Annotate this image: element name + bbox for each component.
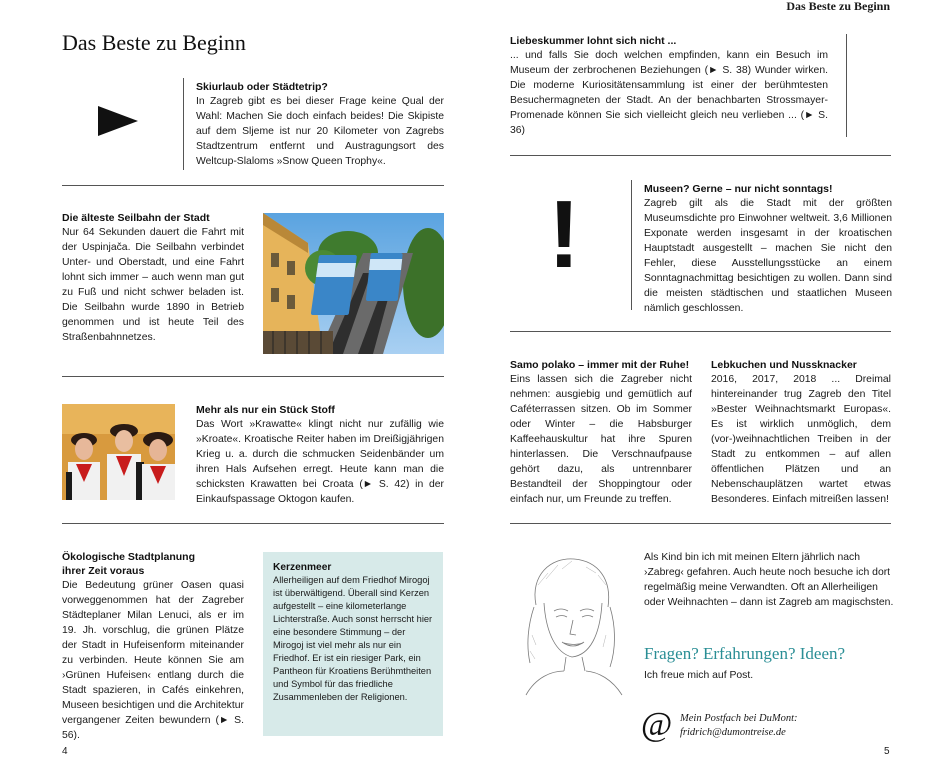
soldiers-photo [62,404,175,500]
item-heading: Museen? Gerne – nur nicht sonntags! [644,183,833,195]
funicular-photo [263,213,444,354]
box-text: Allerheiligen auf dem Friedhof Mirogoj ist überwältigend. Überall sind Kerzen aufgestellt – eine kilometerlange Lichterstraße. Auch sonst herrscht hier eine besondere Stimmung – der Mirogoj ist viel mehr als nur ein Friedhof. Er ist ein riesiger Park, ein Pantheon für Kroatiens Berühmtheiten und Symbol für das friedliche Zusammenleben der Religionen. [273,575,433,702]
author-text: Als Kind bin ich mit meinen Eltern jährlich nach ›Zabreg‹ gefahren. Auch heute noch besuche ich dort regelmäßig meine Verwandten. Oft an Allerheiligen oder Weihnachten – dann ist Zagreb am magischsten. [644,552,894,608]
item-heading: Skiurlaub oder Städtetrip? [196,81,328,93]
mail-address-link[interactable]: fridrich@dumontreise.de [680,727,786,738]
author-portrait [506,545,634,703]
page-number-right: 5 [884,746,890,757]
page-number-left: 4 [62,746,68,757]
section-divider [510,155,891,156]
item-heading: Lebkuchen und Nussknacker [711,359,857,371]
section-divider [62,185,444,186]
section-divider [62,376,444,377]
item-text: ... und falls Sie doch welchen empfinden, kann ein Besuch im Museum der zerbrochenen Beziehungen (► S. 38) Wunder wirken. Die moderne Kuriositätensammlung ist einer der berühmtesten Besuchermagneten der Stadt. An der benachbarten Strossmayer-Promenade können Sie sich vielleicht gleich neu verlieben ... (► S. 36) [510,50,828,136]
box-heading: Kerzenmeer [273,562,332,573]
item-text: In Zagreb gibt es bei dieser Frage keine Qual der Wahl: Machen Sie doch einfach beides! Die Skipiste auf dem Sljeme ist nur 20 Kilometer von Zagrebs Stadtzentrum entfernt und Austragungsort des Weltcup-Slaloms »Snow Queen Trophy«. [196,96,444,167]
item-text: Eins lassen sich die Zagreber nicht nehmen: ausgiebig und gemütlich auf Caféterrassen sitzen. Ob im Sommer oder Winter – die Habsburger Kaffeehauskultur hat ihre Spuren hinterlassen. Die Verschnaufpause gehört dazu, als untrennbarer Bestandteil der Shoppingtour oder einfach nur, um Freunde zu treffen. [510,374,692,505]
cta-heading: Fragen? Erfahrungen? Ideen? [644,644,846,663]
item-heading: Ökologische Stadtplanung ihrer Zeit voraus [62,551,196,577]
exclamation-icon: ! [548,181,580,288]
section-divider [62,523,444,524]
item-heading: Liebeskummer lohnt sich nicht ... [510,35,677,47]
item-text: Nur 64 Sekunden dauert die Fahrt mit der Uspinjača. Die Seilbahn verbindet Unter- und Oberstadt, und eine Fahrt lohnt sich immer – auch wenn man gut zu Fuß und nicht schwer beladen ist. Die Seilbahn wurde 1890 in Betrieb genommen und ist heute Teil des Straßenbahnnetzes. [62,227,244,343]
at-icon: @ [641,706,673,743]
item-text: Zagreb gilt als die Stadt mit der größten Museumsdichte pro Einwohner weltweit. 3,6 Millionen Exponate werden insgesamt in der kroatischen Hauptstadt ausgestellt – machen Sie nicht den Fehler, diese Ausstellungsstücke an einem Sonntagnachmittag besichtigen zu wollen. Dann sind die meisten städtischen und staatlichen Museen nämlich geschlossen. [644,198,892,314]
item-text: 2016, 2017, 2018 ... Dreimal hintereinander trug Zagreb den Titel »Bester Weihnachtsmarkt Europas«. Es ist wirklich unmöglich, dem (vor-)weihnachtlichen Treiben in der Stadt zu entkommen – auf allen öffentlichen Plätzen und an Nebenschauplätzen wartet etwas Besonderes. Einfach mitreißen lassen! [711,374,891,505]
mail-label: Mein Postfach bei DuMont: [680,713,798,724]
play-icon [98,106,140,136]
item-heading: Mehr als nur ein Stück Stoff [196,404,335,416]
item-text: Die Bedeutung grüner Oasen quasi vorweggenommen hat der Zagreber Städteplaner Milan Lenuci, als er im 19. Jh. vorschlug, die grünen Plätze der Stadt in Hufeisenform miteinander zu verbinden. Heute können Sie am ›Grünen Hufeisen‹ entlang durch die Stadt spazieren, in Cafés einkehren, Museen besichtigen und die Architektur vergangener Zeiten bewundern (► S. 56). [62,580,244,741]
item-text: Das Wort »Krawatte« klingt nicht nur zufällig wie »Kroate«. Kroatische Reiter haben im Dreißigjährigen Krieg u. a. durch die schmucken Seidenbänder um ihren Hals Aufsehen erregt. Heute kann man die schicksten Krawatten bei Croata (► S. 42) in der Einkaufspassage Oktogon kaufen. [196,419,444,505]
running-header: Das Beste zu Beginn [786,0,890,13]
page-title: Das Beste zu Beginn [62,30,246,55]
vertical-divider [631,180,632,310]
vertical-divider [846,34,847,137]
vertical-divider [183,78,184,170]
section-divider [510,523,891,524]
section-divider [510,331,891,332]
item-heading: Die älteste Seilbahn der Stadt [62,212,210,224]
item-heading: Samo polako – immer mit der Ruhe! [510,359,690,371]
cta-subtext: Ich freue mich auf Post. [644,670,754,681]
info-box [263,552,443,736]
